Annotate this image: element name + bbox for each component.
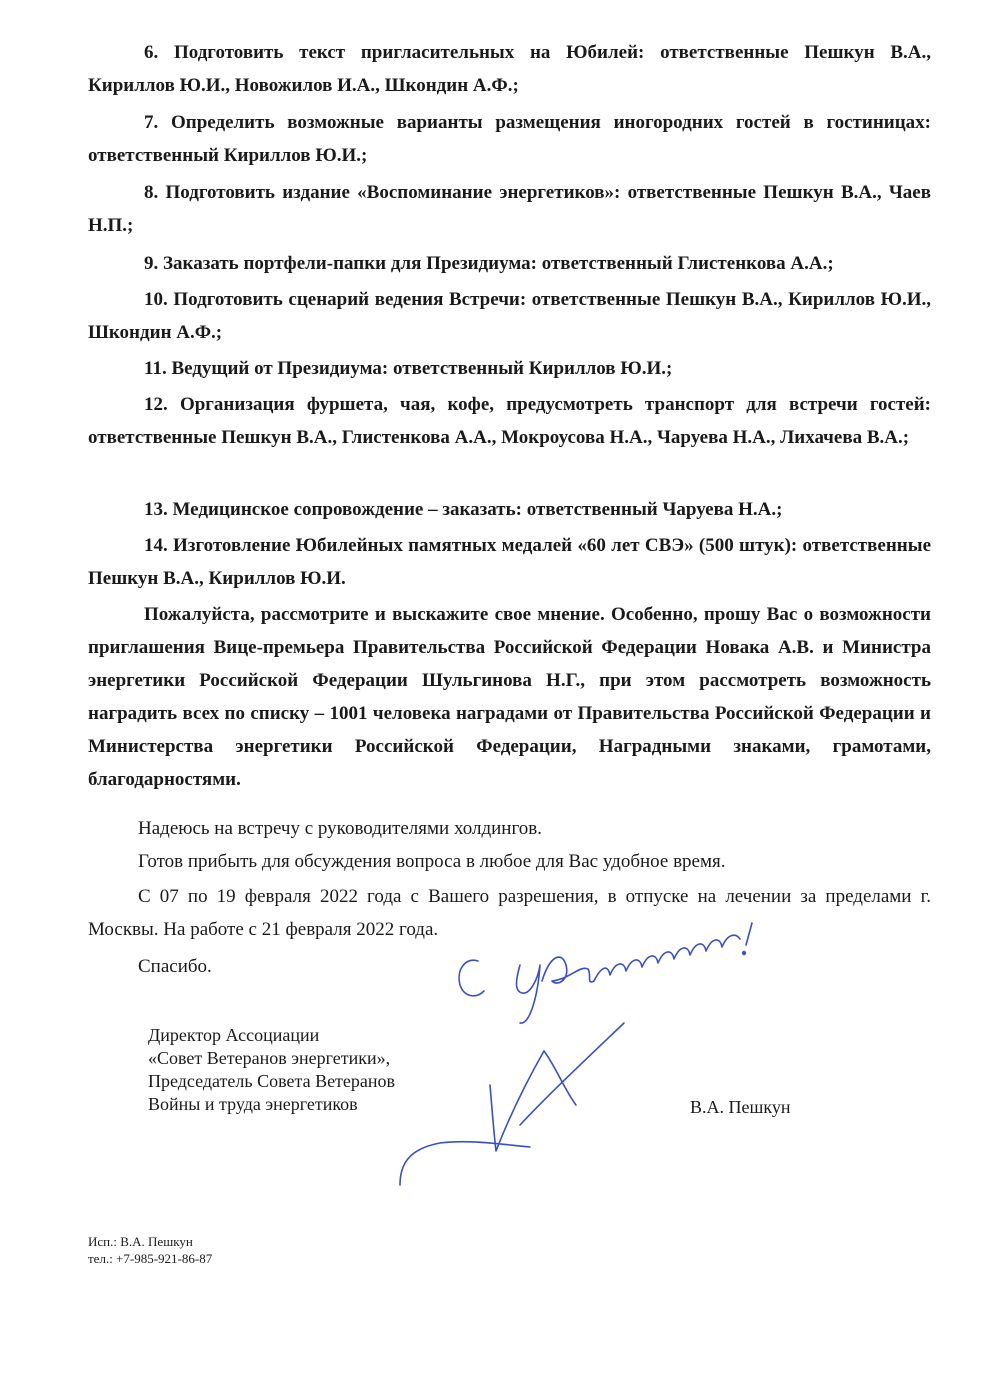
list-item: [88, 529, 931, 595]
list-item: [88, 176, 931, 242]
list-item: [88, 283, 931, 349]
signature-stroke: [544, 1051, 576, 1105]
request-text: Пожалуйста, рассмотрите и выскажите свое мнение. Особенно, прошу Вас о возможности приглашения Вице-премьера Правительства Российской Федерации Новака А.В. и Министра энергетики Российской Федерации Шульгинова Н.Г., при этом рассмотреть возможность наградить всех по списку – 1001 человека наградами от Правительства Российской Федерации и Министерства энергетики Российской Федерации, Наградными знаками, грамотами, благодарностями.: [88, 604, 931, 790]
handwriting-u: [517, 965, 541, 1023]
signatory-line: Председатель Совета Ветеранов: [148, 1071, 396, 1091]
closing-line: [88, 845, 931, 878]
signature-slash: [520, 1023, 624, 1125]
signatory-line: Директор Ассоциации: [148, 1025, 320, 1045]
handwriting-c: [459, 960, 484, 996]
item-9-text: 9. Заказать портфели-папки для Президиума: ответственный Глистенкова А.А.;: [144, 253, 834, 274]
list-item: [88, 36, 931, 102]
closing-hope: Надеюсь на встречу с руководителями холдингов.: [138, 818, 543, 839]
item-6-text: 6. Подготовить текст пригласительных на Юбилей: ответственные Пешкун В.А., Кириллов Ю.И., Новожилов И.А., Шкондин А.Ф.;: [88, 42, 931, 96]
closing-vacation: С 07 по 19 февраля 2022 года с Вашего разрешения, в отпуске на лечении за пределами г. Москвы. На работе с 21 февраля 2022 года.: [88, 886, 931, 940]
closing-ready: Готов прибыть для обсуждения вопроса в любое для Вас удобное время.: [138, 851, 726, 872]
item-12-text: 12. Организация фуршета, чая, кофе, предусмотреть транспорт для встречи гостей: ответственные Пешкун В.А., Глистенкова А.А., Мокроусова Н.А., Чаруева Н.А., Лихачева В.А.;: [88, 394, 931, 448]
item-8-text: 8. Подготовить издание «Воспоминание энергетиков»: ответственные Пешкун В.А., Чаев Н.П.;: [88, 182, 931, 236]
footer-contacts: [88, 1233, 212, 1267]
signature-flourish: [400, 1142, 530, 1185]
request-paragraph: [88, 598, 931, 796]
list-item: [88, 493, 931, 526]
list-item: [88, 247, 931, 280]
signatory-name: В.А. Пешкун: [690, 1097, 791, 1117]
item-13-text: 13. Медицинское сопровождение – заказать: ответственный Чаруева Н.А.;: [144, 499, 783, 520]
closing-thanks: Спасибо.: [138, 956, 212, 977]
item-11-text: 11. Ведущий от Президиума: ответственный Кириллов Ю.И.;: [144, 358, 673, 379]
closing-line: [88, 812, 931, 845]
list-item: [88, 352, 931, 385]
list-item: [88, 106, 931, 172]
executor-line: Исп.: В.А. Пешкун: [88, 1234, 193, 1249]
signature-main: [490, 1051, 544, 1151]
list-item: [88, 388, 931, 454]
signatory-line: Войны и труда энергетиков: [148, 1094, 358, 1114]
handwriting-word: [542, 935, 740, 983]
signatory-line: «Совет Ветеранов энергетики»,: [148, 1048, 391, 1068]
item-14-text: 14. Изготовление Юбилейных памятных медалей «60 лет СВЭ» (500 штук): ответственные Пешкун В.А., Кириллов Ю.И.: [88, 535, 931, 589]
handwriting-exclamation: [746, 923, 752, 945]
item-7-text: 7. Определить возможные варианты размещения иногородних гостей в гостиницах: ответственный Кириллов Ю.И.;: [88, 112, 931, 166]
item-10-text: 10. Подготовить сценарий ведения Встречи: ответственные Пешкун В.А., Кириллов Ю.И., Шкондин А.Ф.;: [88, 289, 931, 343]
phone-line: тел.: +7-985-921-86-87: [88, 1251, 213, 1266]
handwritten-signature: [380, 895, 800, 1215]
